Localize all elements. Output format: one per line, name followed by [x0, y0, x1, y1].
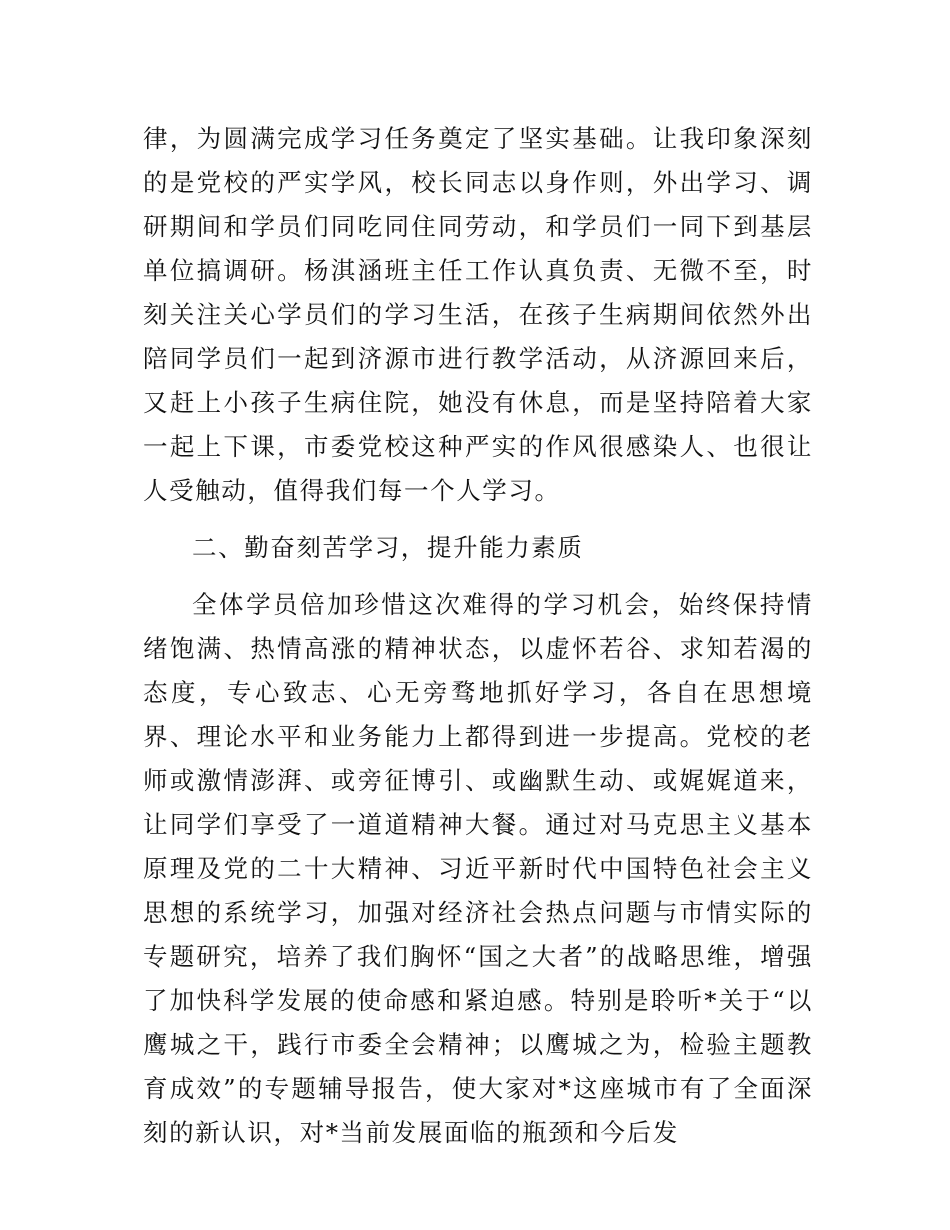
body-paragraph-continued: 律，为圆满完成学习任务奠定了坚实基础。让我印象深刻的是党校的严实学风，校长同志以身作则，外出学习、调研期间和学员们同吃同住同劳动，和学员们一同下到基层单位搞调研。杨淇涵班主任工作认真负责、无微不至，时刻关注关心学员们的学习生活，在孩子生病期间依然外出陪同学员们一起到济源市进行教学活动，从济源回来后，又赶上小孩子生病住院，她没有休息，而是坚持陪着大家一起上下课，市委党校这种严实的作风很感染人、也很让人受触动，值得我们每一个人学习。 — [143, 124, 813, 505]
section-heading: 二、勤奋刻苦学习，提升能力素质 — [192, 533, 584, 562]
document-page — [143, 117, 813, 1168]
body-paragraph: 全体学员倍加珍惜这次难得的学习机会，始终保持情绪饱满、热情高涨的精神状态，以虚怀若谷、求知若渴的态度，专心致志、心无旁骛地抓好学习，各自在思想境界、理论水平和业务能力上都得到进一步提高。党校的老师或激情澎湃、或旁征博引、或幽默生动、或娓娓道来，让同学们享受了一道道精神大餐。通过对马克思主义基本原理及党的二十大精神、习近平新时代中国特色社会主义思想的系统学习，加强对经济社会热点问题与市情实际的专题研究，培养了我们胸怀“国之大者”的战略思维，增强了加快科学发展的使命感和紧迫感。特别是聆听*关于“以鹰城之干，践行市委全会精神；以鹰城之为，检验主题教育成效”的专题辅导报告，使大家对*这座城市有了全面深刻的新认识，对*当前发展面临的瓶颈和今后发 — [143, 590, 813, 1147]
